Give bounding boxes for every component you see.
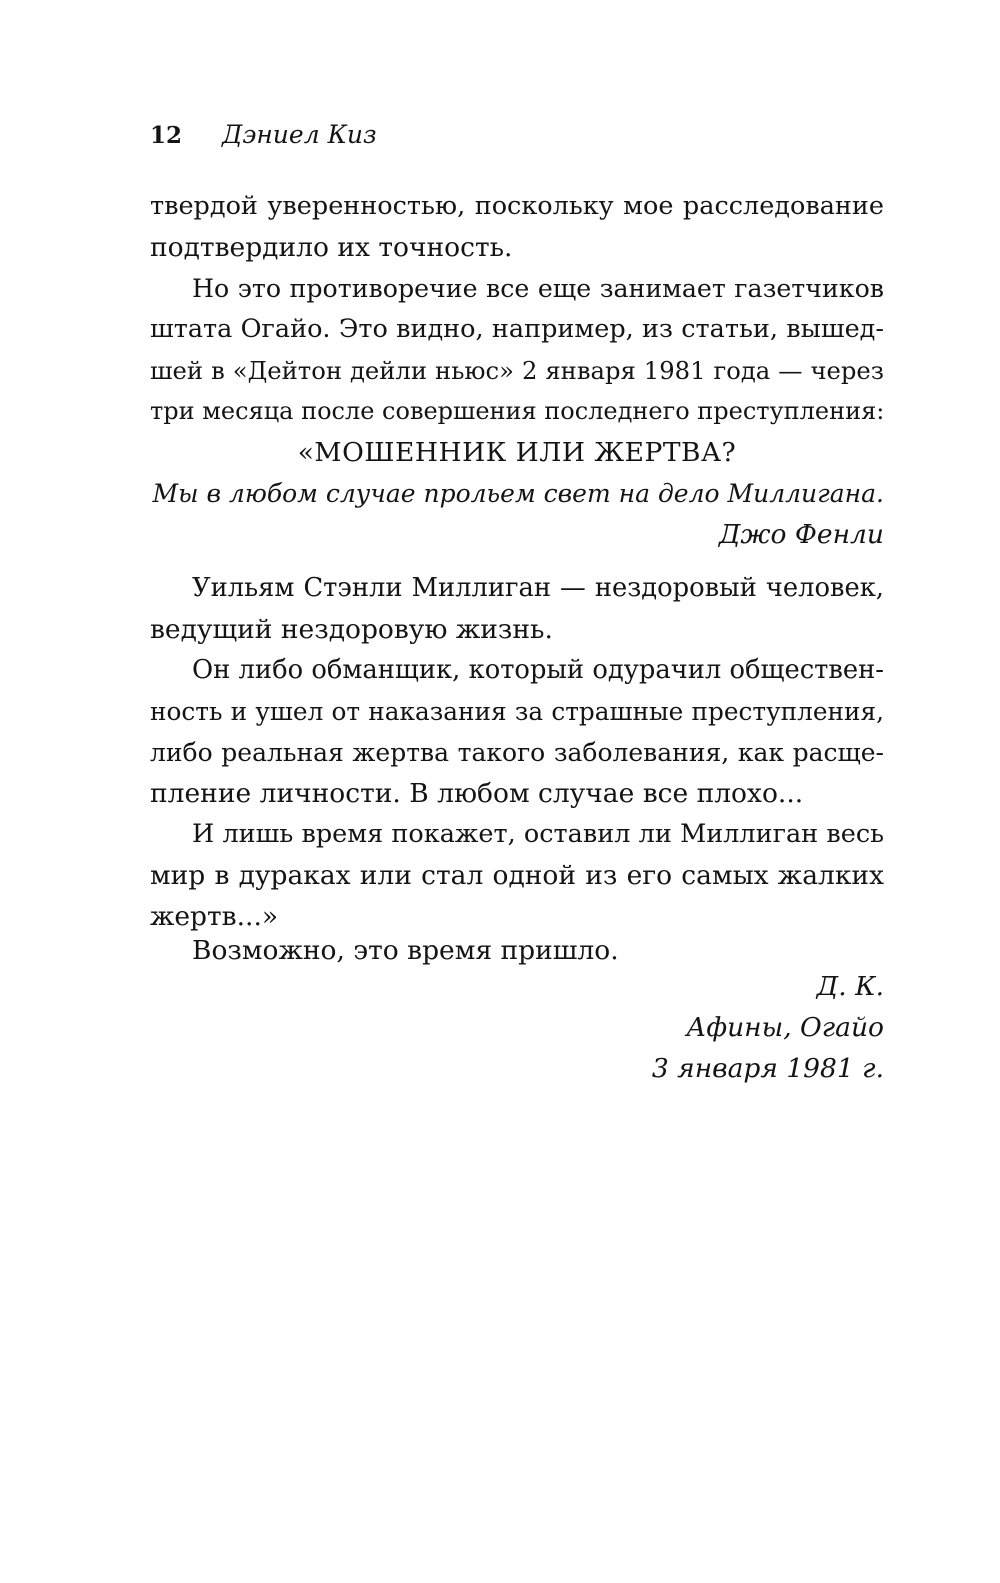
quote-paragraph-1 bbox=[150, 568, 884, 650]
closing-line bbox=[150, 930, 884, 971]
text-line: три месяца после совершения последнего преступления: bbox=[150, 397, 885, 425]
signature-initials: Д. К. bbox=[816, 971, 884, 1002]
text-line: ность и ушел от наказания за страшные преступления, bbox=[150, 697, 884, 726]
signature-place: Афины, Огайо bbox=[686, 1012, 884, 1043]
text-line: подтвердило их точность. bbox=[150, 232, 513, 263]
text-line: Возможно, это время пришло. bbox=[192, 935, 619, 966]
running-head-author: Дэниел Киз bbox=[222, 120, 377, 149]
paragraph-newspaper-intro bbox=[150, 268, 884, 432]
text-line: твердой уверенностью, поскольку мое расследование bbox=[150, 191, 884, 221]
page-number: 12 bbox=[150, 122, 183, 149]
text-line: пление личности. В любом случае все плохо... bbox=[150, 778, 804, 809]
text-line: Но это противоречие все еще занимает газетчиков bbox=[192, 274, 884, 303]
quote-subheadline: Мы в любом случае прольем свет на дело Миллигана. bbox=[152, 479, 884, 508]
text-line: шей в «Дейтон дейли ньюс» 2 января 1981 года — через bbox=[150, 356, 884, 385]
text-line: И лишь время покажет, оставил ли Миллиган весь bbox=[192, 819, 884, 849]
text-line: жертв...» bbox=[150, 901, 279, 932]
quote-paragraph-3 bbox=[150, 814, 884, 937]
text-line: Уильям Стэнли Миллиган — нездоровый человек, bbox=[192, 573, 884, 603]
text-line: Он либо обманщик, который одурачил обществен- bbox=[192, 655, 884, 685]
paragraph-continuation bbox=[150, 186, 884, 268]
text-line: либо реальная жертва такого заболевания, как расще- bbox=[150, 738, 884, 767]
text-line: мир в дураках или стал одной из его самых жалких bbox=[150, 860, 884, 891]
signature-date: 3 января 1981 г. bbox=[651, 1053, 884, 1084]
page-header bbox=[150, 120, 377, 160]
signature-block bbox=[150, 966, 884, 1089]
quote-paragraph-2 bbox=[150, 650, 884, 814]
newspaper-quote-heading bbox=[150, 432, 884, 555]
text-line: ведущий нездоровую жизнь. bbox=[150, 614, 553, 645]
text-line: штата Огайо. Это видно, например, из статьи, вышед- bbox=[150, 314, 884, 344]
quote-headline: «МОШЕННИК ИЛИ ЖЕРТВА? bbox=[297, 437, 737, 468]
quote-byline: Джо Фенли bbox=[718, 519, 884, 550]
